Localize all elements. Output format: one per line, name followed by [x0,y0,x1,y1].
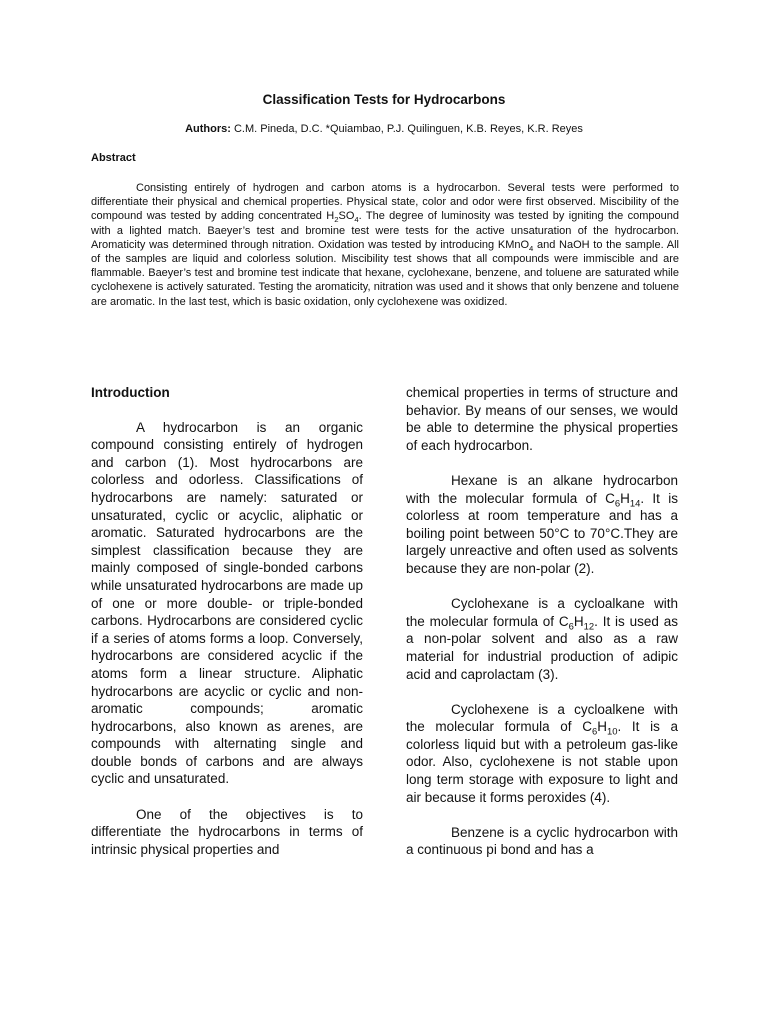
hexane-paragraph: Hexane is an alkane hydrocarbon with the molecular formula of $C_6H_{14}$. It is colorless at room temperature and has a boiling point between 50°C to 70°C.They are largely unreactive and often used as solvents because they are non-polar (2). [406,472,678,576]
intro-paragraph-2: One of the objectives is to differentiate the hydrocarbons in terms of intrinsic physical properties and [91,806,363,857]
abstract-text: Consisting entirely of hydrogen and carbon atoms is a hydrocarbon. Several tests were performed to differentiate their physical and chemical properties. Physical state, color and odor were first observed. Miscibility of the compound was tested by adding concentrated $H_2SO_4$. The degree of luminosity was tested by igniting the compound with a lighted match. Baeyer’s test and bromine test were tests for the active unsaturation of the hydrocarbon. Aromaticity was determined through nitration. Oxidation was tested by introducing KMnO$_4$ and NaOH to the sample. All of the samples are liquid and colorless solution. Miscibility test shows that all compounds were immiscible and are flammable. Baeyer’s test and bromine test indicate that hexane, cyclohexane, benzene, and toluene are saturated while cyclohexene is actively saturated. Testing the aromaticity, nitration was used and it shows that only benzene and toluene are aromatic. In the last test, which is basic oxidation, only cyclohexene was oxidized. [91,182,679,308]
authors-line [0,123,768,135]
authors-names: C.M. Pineda, D.C. *Quiambao, P.J. Quilinguen, K.B. Reyes, K.R. Reyes [233,123,583,135]
cyclohexane-paragraph: Cyclohexane is a cycloalkane with the molecular formula of $C_6H_{12}$. It is used as a non-polar solvent and also as a raw material for industrial production of adipic acid and caprolactam (3). [406,596,678,682]
right-column [406,384,678,877]
authors-label: Authors: [185,123,231,135]
benzene-paragraph: Benzene is a cyclic hydrocarbon with a continuous pi bond and has a [406,824,678,858]
abstract-heading: Abstract [91,152,136,164]
intro-paragraph-2-continued: chemical properties in terms of structure and behavior. By means of our senses, we would be able to determine the physical properties of each hydrocarbon. [406,385,678,453]
introduction-heading: Introduction [91,385,170,400]
left-column [91,384,363,876]
intro-paragraph-1: A hydrocarbon is an organic compound consisting entirely of hydrogen and carbon (1). Most hydrocarbons are colorless and odorless. Classifications of hydrocarbons are namely: saturated or unsaturated, cyclic or acyclic, aliphatic or aromatic. Saturated hydrocarbons are the simplest classification because they are mainly composed of single-bonded carbons while unsaturated hydrocarbons are made up of one or more double- or triple-bonded carbons. Hydrocarbons are considered cyclic if a series of atoms forms a loop. Conversely, hydrocarbons are considered acyclic if the atoms form a linear structure. Aliphatic hydrocarbons are acyclic or cyclic and non-aromatic compounds; aromatic hydrocarbons, also known as arenes, are compounds with alternating single and double bonds of carbons and are always cyclic and unsaturated. [91,419,363,787]
paper-title: Classification Tests for Hydrocarbons [262,92,506,107]
cyclohexene-paragraph: Cyclohexene is a cycloalkene with the molecular formula of $C_6H_{10}$. It is a colorless liquid but with a petroleum gas-like odor. Also, cyclohexene is not stable upon long term storage with exposure to light and air because it forms peroxides (4). [406,701,678,805]
